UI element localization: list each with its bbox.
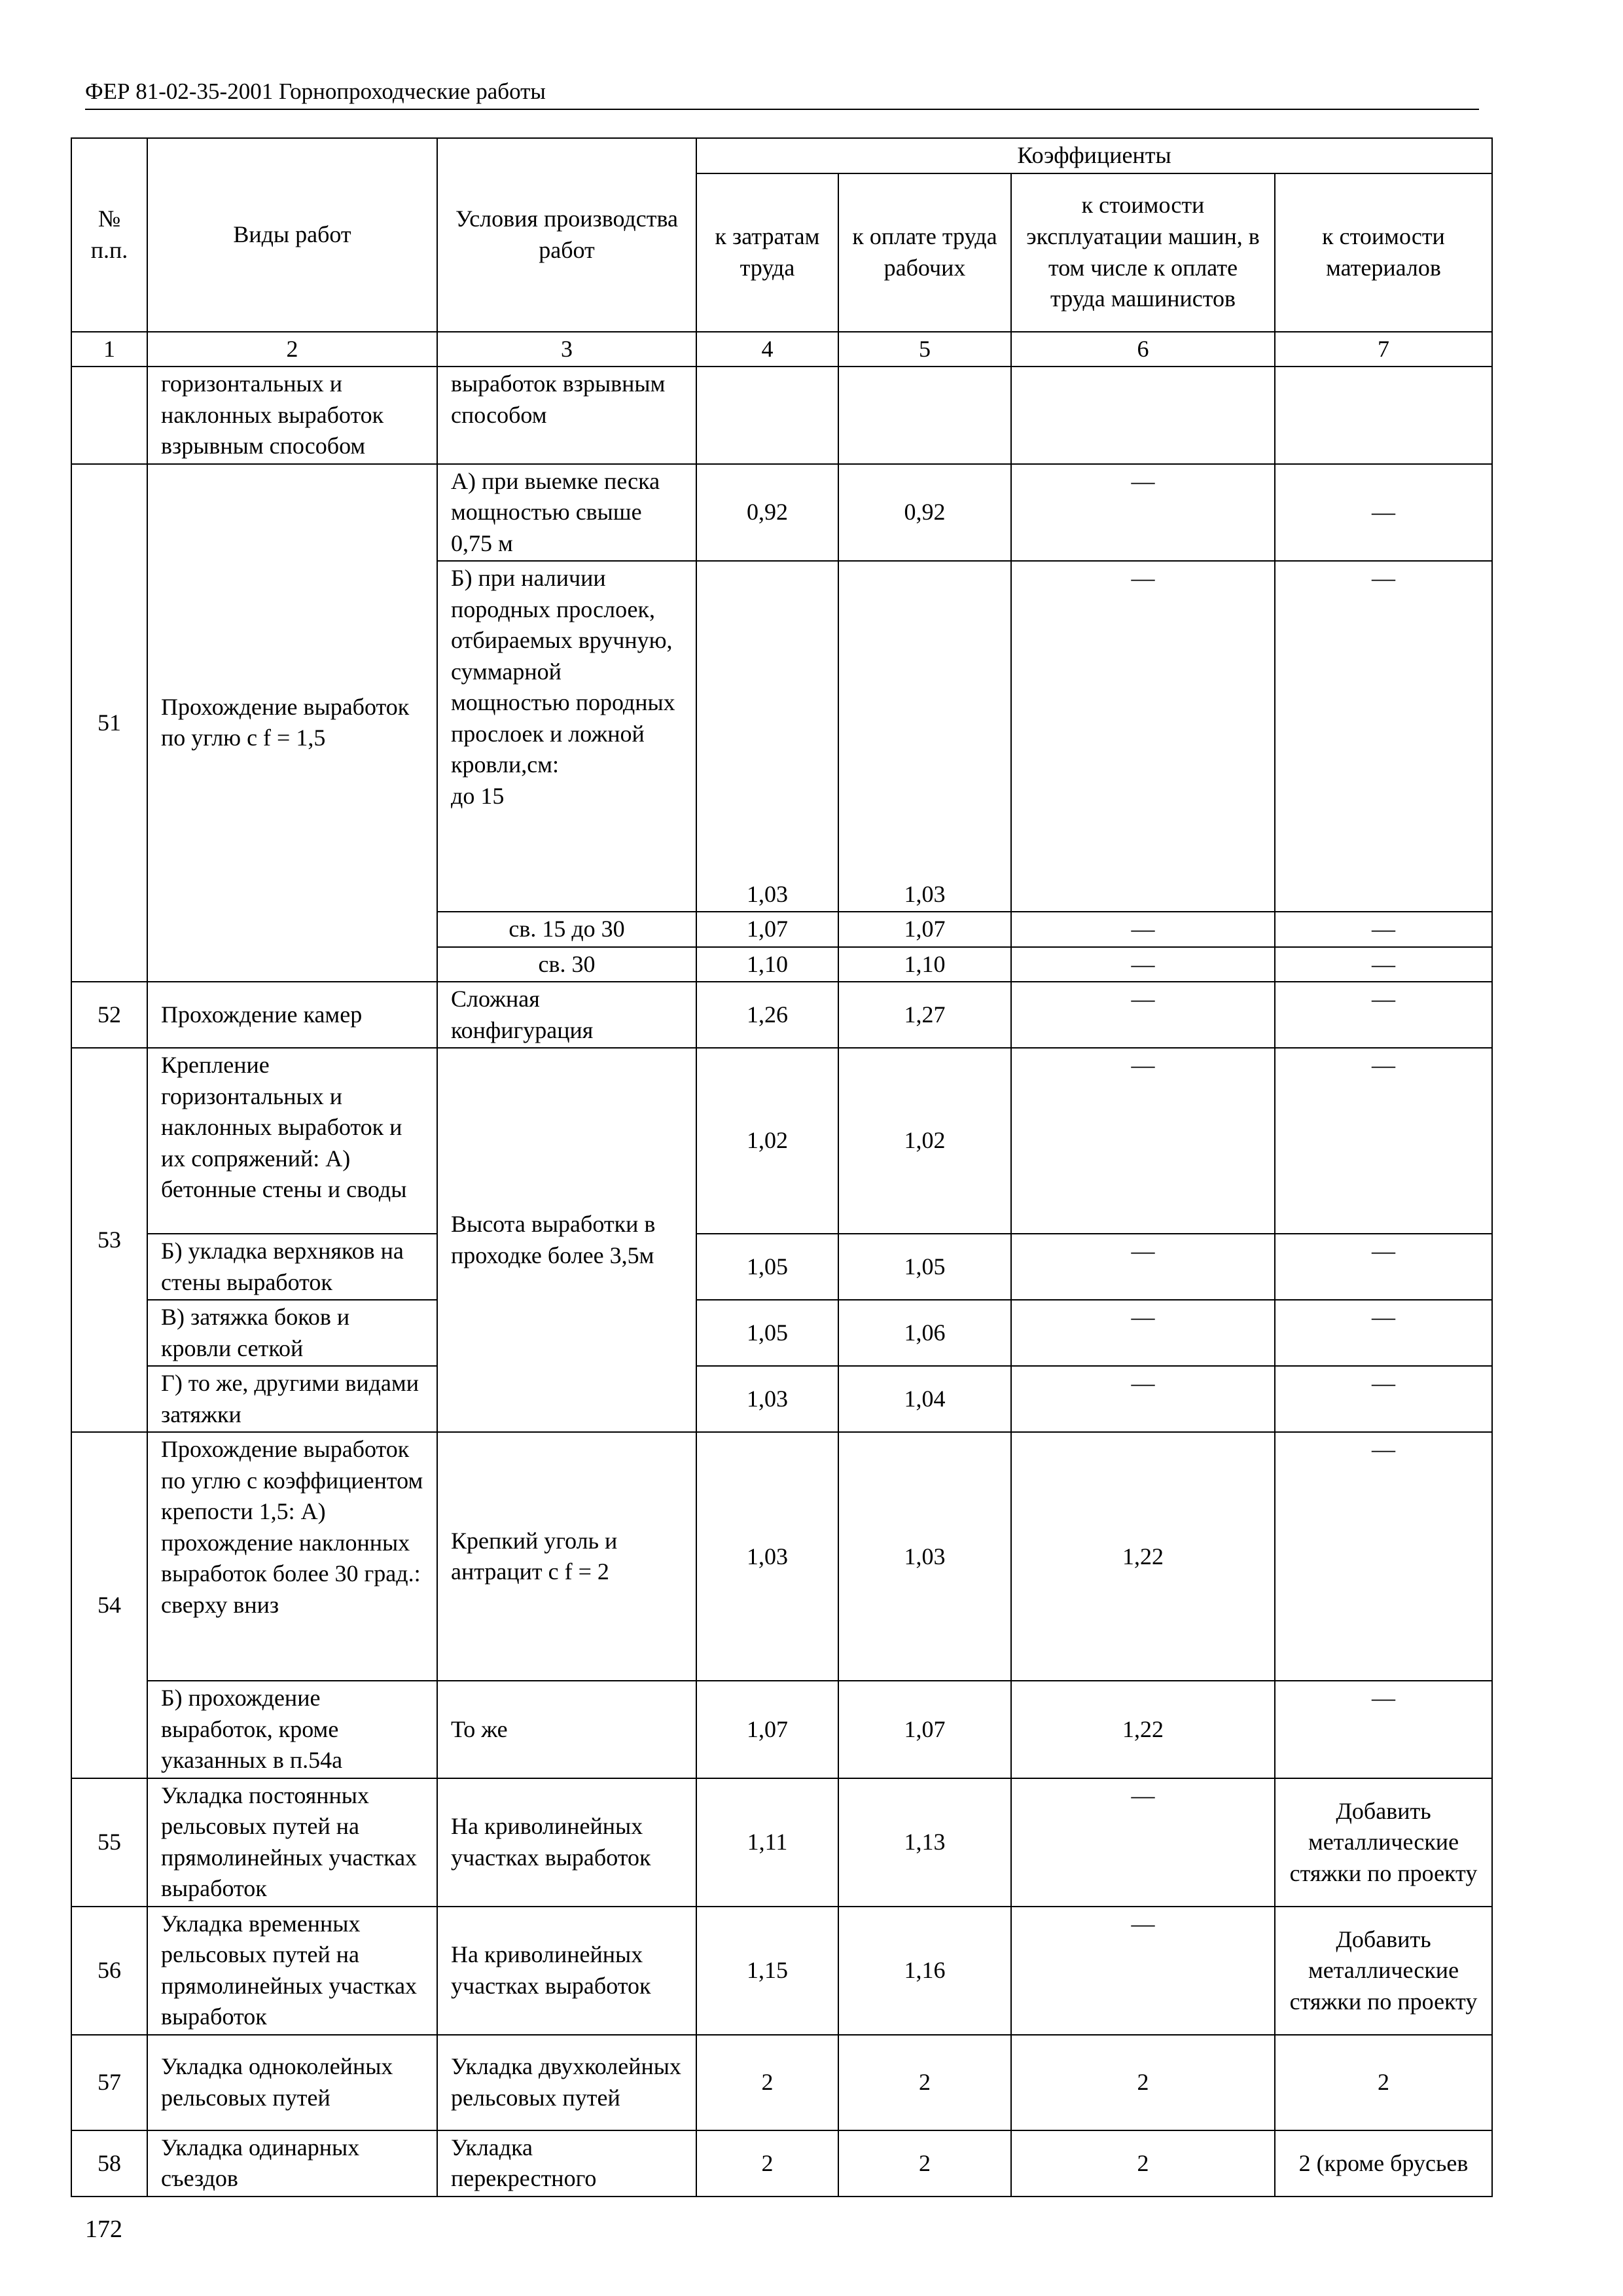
value-cell: 1,07 — [838, 912, 1011, 947]
table-row — [71, 1366, 1492, 1432]
header-coefficients: Коэффициенты — [696, 138, 1492, 173]
value-cell: 2 — [838, 2130, 1011, 2197]
column-number-row — [71, 332, 1492, 367]
row-number: 58 — [71, 2130, 147, 2197]
dash-cell: — — [1275, 1300, 1492, 1366]
table-row — [71, 1300, 1492, 1366]
value-cell: 1,27 — [838, 982, 1011, 1048]
dash-cell: — — [1275, 1234, 1492, 1300]
row-number: 52 — [71, 982, 147, 1048]
value-cell: 0,92 — [838, 464, 1011, 562]
table-header-row — [71, 138, 1492, 173]
condition-cell: св. 15 до 30 — [437, 912, 696, 947]
value-cell: 1,05 — [696, 1234, 838, 1300]
page-number: 172 — [85, 2215, 122, 2243]
table-row — [71, 1048, 1492, 1234]
work-cell: Г) то же, другими видами затяжки — [147, 1366, 437, 1432]
work-cell: Б) прохождение выработок, кроме указанных в п.54а — [147, 1681, 437, 1778]
row-number: 55 — [71, 1778, 147, 1907]
col-number: 6 — [1011, 332, 1275, 367]
header-num: № п.п. — [71, 138, 147, 332]
work-cell: Прохождение выработок по углю с коэффициентом крепости 1,5: А) прохождение наклонных выработок более 30 град.: сверху вниз — [147, 1432, 437, 1681]
value-cell: 2 — [1011, 2130, 1275, 2197]
value-cell: 1,02 — [696, 1048, 838, 1234]
condition-cell: Крепкий уголь и антрацит с f = 2 — [437, 1432, 696, 1681]
dash-cell: — — [1011, 1366, 1275, 1432]
row-number: 56 — [71, 1907, 147, 2035]
col-number: 7 — [1275, 332, 1492, 367]
table-row — [71, 1681, 1492, 1778]
work-cell: Укладка временных рельсовых путей на прямолинейных участках выработок — [147, 1907, 437, 2035]
dash-cell: — — [1011, 1300, 1275, 1366]
value-cell: 1,26 — [696, 982, 838, 1048]
dash-cell: — — [1011, 1907, 1275, 2035]
col-number: 5 — [838, 332, 1011, 367]
dash-cell: — — [1011, 464, 1275, 562]
work-cell: Укладка постоянных рельсовых путей на прямолинейных участках выработок — [147, 1778, 437, 1907]
condition-cell: выработок взрывным способом — [437, 367, 696, 464]
value-cell: 2 — [696, 2130, 838, 2197]
value-cell: 1,07 — [696, 1681, 838, 1778]
condition-cell: Сложная конфигурация — [437, 982, 696, 1048]
table-row — [71, 2130, 1492, 2197]
value-cell: 1,22 — [1011, 1432, 1275, 1681]
value-cell: 1,10 — [696, 947, 838, 982]
header-col-4: к затратам труда — [696, 173, 838, 332]
value-cell: 1,02 — [838, 1048, 1011, 1234]
value-cell: 2 (кроме брусьев — [1275, 2130, 1492, 2197]
value-cell: 1,03 — [838, 561, 1011, 912]
value-cell: 1,07 — [696, 912, 838, 947]
row-number: 54 — [71, 1432, 147, 1778]
condition-cell: На криволинейных участках выработок — [437, 1907, 696, 2035]
condition-cell: св. 30 — [437, 947, 696, 982]
table-row — [71, 464, 1492, 562]
value-cell: 1,22 — [1011, 1681, 1275, 1778]
work-cell: Укладка одинарных съездов — [147, 2130, 437, 2197]
dash-cell: — — [1011, 1234, 1275, 1300]
dash-cell: — — [1275, 1366, 1492, 1432]
value-cell: 1,16 — [838, 1907, 1011, 2035]
header-col-7: к стоимости материалов — [1275, 173, 1492, 332]
header-work: Виды работ — [147, 138, 437, 332]
condition-cell: Укладка двухколейных рельсовых путей — [437, 2035, 696, 2130]
col-number: 4 — [696, 332, 838, 367]
value-cell: 0,92 — [696, 464, 838, 562]
row-number: 51 — [71, 464, 147, 982]
condition-cell: Укладка перекрестного — [437, 2130, 696, 2197]
work-cell: Прохождение выработок по углю с f = 1,5 — [147, 464, 437, 982]
condition-cell: На криволинейных участках выработок — [437, 1778, 696, 1907]
value-cell: 1,04 — [838, 1366, 1011, 1432]
work-cell: Укладка одноколейных рельсовых путей — [147, 2035, 437, 2130]
col-number: 1 — [71, 332, 147, 367]
value-cell: 1,07 — [838, 1681, 1011, 1778]
work-cell: В) затяжка боков и кровли сеткой — [147, 1300, 437, 1366]
dash-cell: — — [1011, 561, 1275, 912]
table-row — [71, 367, 1492, 464]
table-row — [71, 1778, 1492, 1907]
condition-text: Б) при наличии породных прослоек, отбираемых вручную, суммарной мощностью породных прослоек и ложной кровли,см: — [451, 565, 675, 778]
row-number: 53 — [71, 1048, 147, 1432]
table-row — [71, 2035, 1492, 2130]
header-col-6: к стоимости эксплуатации машин, в том числе к оплате труда машинистов — [1011, 173, 1275, 332]
value-cell: 2 — [838, 2035, 1011, 2130]
table-row — [71, 1907, 1492, 2035]
value-cell: 2 — [1275, 2035, 1492, 2130]
table-row — [71, 982, 1492, 1048]
condition-cell — [437, 561, 696, 912]
value-cell: 1,03 — [696, 1366, 838, 1432]
value-cell: 1,15 — [696, 1907, 838, 2035]
dash-cell: — — [1275, 1681, 1492, 1778]
col-number: 3 — [437, 332, 696, 367]
work-cell: Б) укладка верхняков на стены выработок — [147, 1234, 437, 1300]
value-cell: 2 — [1011, 2035, 1275, 2130]
condition-cell: То же — [437, 1681, 696, 1778]
value-cell: 1,13 — [838, 1778, 1011, 1907]
value-cell: 1,03 — [696, 561, 838, 912]
table-row — [71, 1234, 1492, 1300]
work-cell: горизонтальных и наклонных выработок взрывным способом — [147, 367, 437, 464]
work-cell: Прохождение камер — [147, 982, 437, 1048]
header-conditions: Условия производства работ — [437, 138, 696, 332]
header-col-5: к оплате труда рабочих — [838, 173, 1011, 332]
dash-cell: — — [1011, 1048, 1275, 1234]
value-cell: 2 — [696, 2035, 838, 2130]
row-number: 57 — [71, 2035, 147, 2130]
condition-cell: Высота выработки в проходке более 3,5м — [437, 1048, 696, 1432]
value-cell: 1,06 — [838, 1300, 1011, 1366]
value-cell: 1,10 — [838, 947, 1011, 982]
dash-cell: — — [1011, 947, 1275, 982]
value-cell: 1,03 — [696, 1432, 838, 1681]
value-cell: Добавить металлические стяжки по проекту — [1275, 1907, 1492, 2035]
dash-cell: — — [1011, 912, 1275, 947]
dash-cell: — — [1275, 464, 1492, 562]
work-cell: Крепление горизонтальных и наклонных выработок и их сопряжений: А) бетонные стены и своды — [147, 1048, 437, 1234]
value-cell: 1,11 — [696, 1778, 838, 1907]
condition-text: до 15 — [451, 782, 505, 809]
table-row — [71, 1432, 1492, 1681]
coefficients-table — [71, 137, 1493, 2197]
value-cell: Добавить металлические стяжки по проекту — [1275, 1778, 1492, 1907]
dash-cell: — — [1275, 982, 1492, 1048]
dash-cell: — — [1275, 912, 1492, 947]
col-number: 2 — [147, 332, 437, 367]
dash-cell: — — [1275, 947, 1492, 982]
dash-cell: — — [1011, 1778, 1275, 1907]
value-cell: 1,03 — [838, 1432, 1011, 1681]
dash-cell: — — [1011, 982, 1275, 1048]
dash-cell: — — [1275, 561, 1492, 912]
condition-cell: А) при выемке песка мощностью свыше 0,75 м — [437, 464, 696, 562]
value-cell: 1,05 — [696, 1300, 838, 1366]
value-cell: 1,05 — [838, 1234, 1011, 1300]
dash-cell: — — [1275, 1432, 1492, 1681]
dash-cell: — — [1275, 1048, 1492, 1234]
page-header: ФЕР 81-02-35-2001 Горнопроходческие работы — [85, 79, 1479, 110]
